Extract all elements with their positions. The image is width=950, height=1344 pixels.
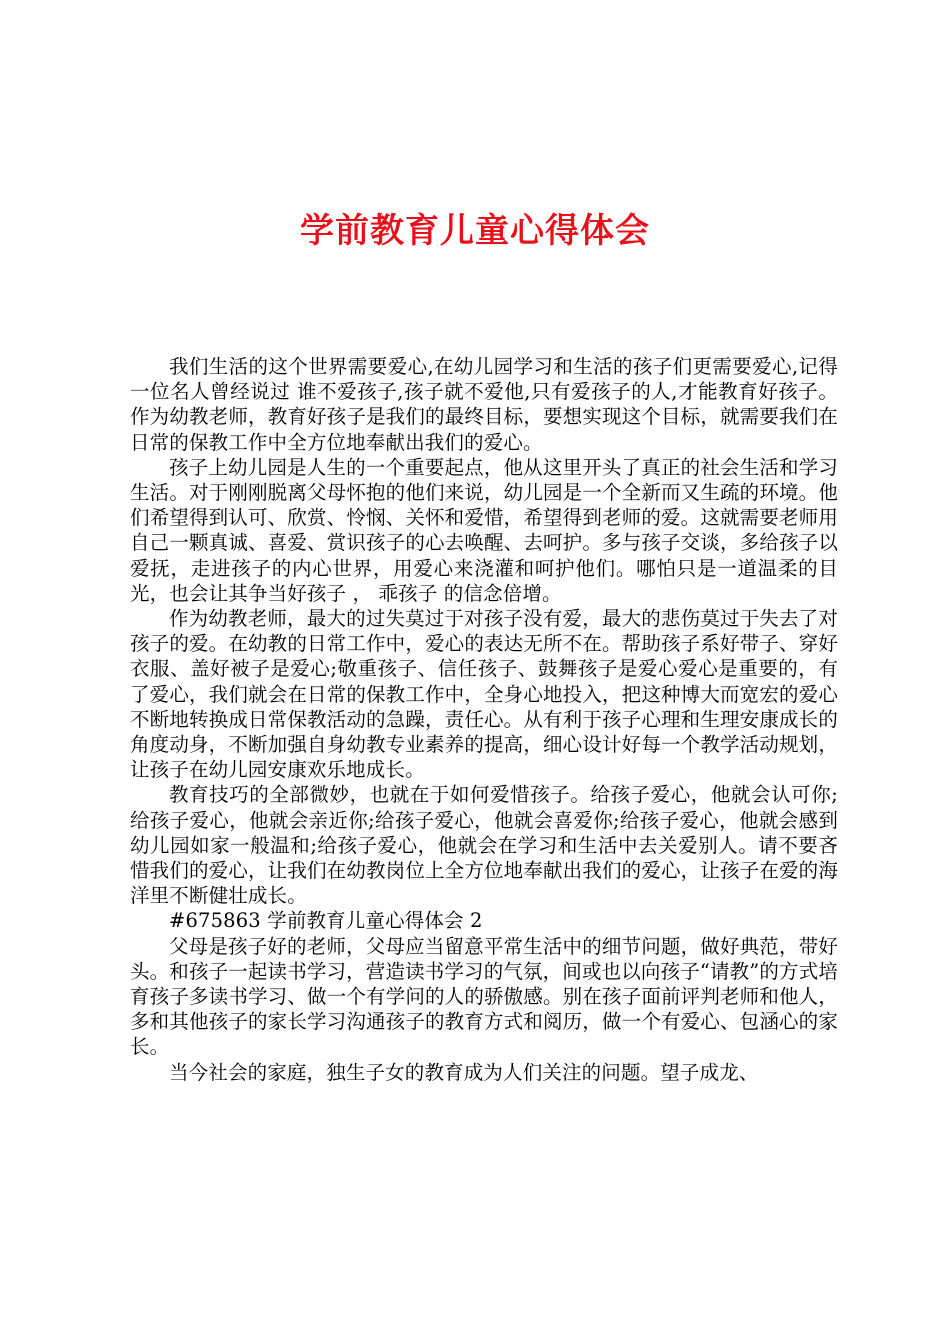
paragraph: 当今社会的家庭，独生子女的教育成为人们关注的问题。望子成龙、	[169, 1060, 759, 1084]
document-body	[130, 354, 838, 1085]
document-title: 学前教育儿童心得体会	[300, 211, 650, 251]
paragraph: 孩子上幼儿园是人生的一个重要起点，他从这里开头了真正的社会生活和学习生活。对于刚刚脱离父母怀抱的他们来说，幼儿园是一个全新而又生疏的环境。他们希望得到认可、欣赏、怜悯、关怀和爱惜，希望得到老师的爱。这就需要老师用自己一颗真诚、喜爱、赏识孩子的心去唤醒、去呵护。多与孩子交谈，多给孩子以爱抚，走进孩子的内心世界，用爱心来浇灌和呵护他们。哪怕只是一道温柔的目光，也会让其争当好孩子 ， 乖孩子 的信念倍增。	[130, 455, 838, 605]
paragraph: 教育技巧的全部微妙，也就在于如何爱惜孩子。给孩子爱心，他就会认可你;给孩子爱心，他就会亲近你;给孩子爱心，他就会喜爱你;给孩子爱心，他就会感到幼儿园如家一般温和;给孩子爱心，他就会在学习和生活中去关爱别人。请不要吝惜我们的爱心，让我们在幼教岗位上全方位地奉献出我们的爱心，让孩子在爱的海洋里不断健壮成长。	[130, 783, 838, 908]
paragraph: 我们生活的这个世界需要爱心,在幼儿园学习和生活的孩子们更需要爱心,记得一位名人曾经说过 谁不爱孩子,孩子就不爱他,只有爱孩子的人,才能教育好孩子。作为幼教老师，教育好孩子是我们的最终目标，要想实现这个目标，就需要我们在日常的保教工作中全方位地奉献出我们的爱心。	[130, 355, 838, 454]
paragraph: 作为幼教老师，最大的过失莫过于对孩子没有爱，最大的悲伤莫过于失去了对孩子的爱。在幼教的日常工作中，爱心的表达无所不在。帮助孩子系好带子、穿好衣服、盖好被子是爱心;敬重孩子、信任孩子、鼓舞孩子是爱心爱心是重要的，有了爱心，我们就会在日常的保教工作中，全身心地投入，把这种博大而宽宏的爱心不断地转换成日常保教活动的急躁，责任心。从有利于孩子心理和生理安康成长的角度动身，不断加强自身幼教专业素养的提高，细心设计好每一个教学活动规划，让孩子在幼儿园安康欢乐地成长。	[130, 607, 838, 782]
paragraph: 父母是孩子好的老师，父母应当留意平常生活中的细节问题，做好典范，带好头。和孩子一起读书学习，营造读书学习的气氛，间或也以向孩子“请教”的方式培育孩子多读书学习、做一个有学问的人的骄傲感。别在孩子面前评判老师和他人，多和其他孩子的家长学习沟通孩子的教育方式和阅历，做一个有爱心、包涵心的家长。	[130, 934, 838, 1059]
section-subheading: #675863 学前教育儿童心得体会 2	[169, 909, 483, 933]
